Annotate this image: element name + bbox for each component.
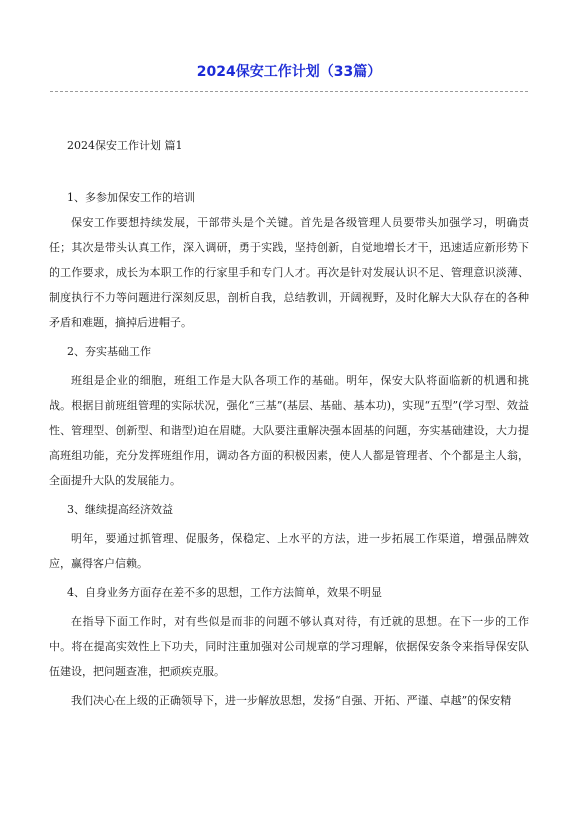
section-paragraph: 班组是企业的细胞，班组工作是大队各项工作的基础。明年，保安大队将面临新的机遇和挑战。根据目前班组管理的实际状况，强化“三基”(基层、基础、基本功)，实现“五型”(学习型、效益性、管理型、创新型、和谐型)迫在眉睫。大队要注重解决强本固基的问题，夯实基础建设，大力提高班组功能，充分发挥班组作用，调动各方面的积极因素，使人人都是管理者、个个都是主人翁，全面提升大队的发展能力。 — [49, 374, 529, 487]
section-paragraph: 在指导下面工作时，对有些似是而非的问题不够认真对待，有迁就的思想。在下一步的工作中。将在提高实效性上下功夫，同时注重加强对公司规章的学习理解，依据保安条令来指导保安队伍建设，把问题查准，把顽疾克服。 — [49, 615, 529, 678]
section-heading: 4、自身业务方面存在差不多的思想，工作方法简单，效果不明显 — [67, 586, 382, 599]
section-heading: 1、多参加保安工作的培训 — [67, 191, 195, 204]
section-heading: 3、继续提高经济效益 — [67, 503, 173, 516]
document-body — [49, 133, 529, 713]
section-paragraph: 明年，要通过抓管理、促服务，保稳定、上水平的方法，进一步拓展工作渠道，增强品牌效应，赢得客户信赖。 — [49, 532, 529, 570]
title-divider — [50, 91, 528, 92]
section-heading: 2、夯实基础工作 — [67, 345, 151, 358]
section-paragraph: 保安工作要想持续发展，干部带头是个关键。首先是各级管理人员要带头加强学习，明确责任；其次是带头认真工作，深入调研，勇于实践，坚持创新，自觉地增长才干，迅速适应新形势下的工作要求，成长为本职工作的行家里手和专门人才。再次是针对发展认识不足、管理意识淡薄、制度执行不力等问题进行深刻反思，剖析自我，总结教训，开阔视野，及时化解大大队存在的各种矛盾和难题，摘掉后进帽子。 — [49, 216, 529, 329]
document-title: 2024保安工作计划（33篇） — [196, 64, 382, 80]
closing-paragraph: 我们决心在上级的正确领导下，进一步解放思想，发扬“自强、开拓、严谨、卓越”的保安精 — [71, 694, 512, 707]
section-subtitle: 2024保安工作计划 篇1 — [67, 139, 183, 152]
